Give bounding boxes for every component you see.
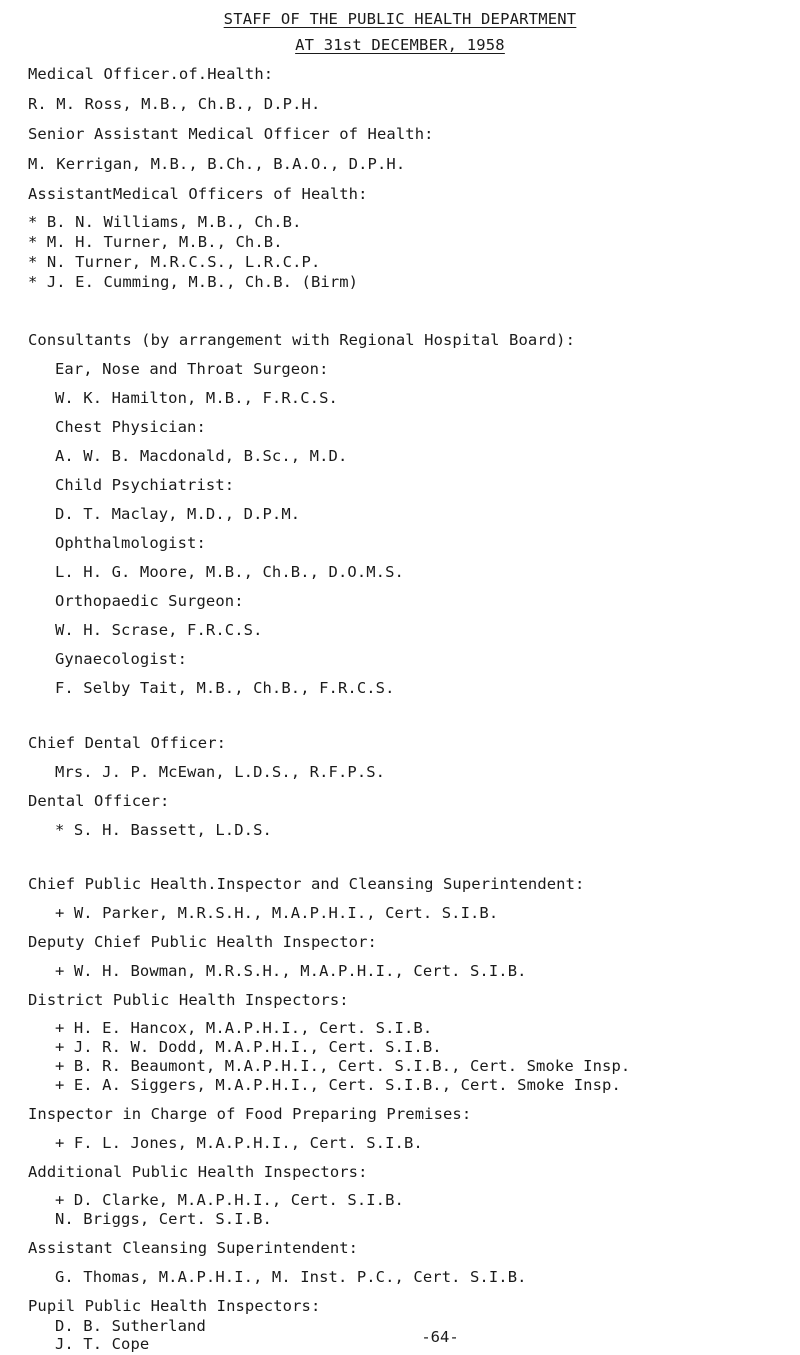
staff-entry: D. T. Maclay, M.D., D.P.M.: [55, 505, 301, 523]
section-heading: Dental Officer:: [28, 792, 170, 810]
section-heading: Inspector in Charge of Food Preparing Premises:: [28, 1105, 472, 1123]
section-heading: Deputy Chief Public Health Inspector:: [28, 933, 377, 951]
section-heading: Chief Dental Officer:: [28, 734, 227, 752]
section-heading: AssistantMedical Officers of Health:: [28, 185, 368, 203]
staff-entry: + D. Clarke, M.A.P.H.I., Cert. S.I.B.: [55, 1191, 404, 1209]
staff-entry: G. Thomas, M.A.P.H.I., M. Inst. P.C., Cert. S.I.B.: [55, 1268, 527, 1286]
page-number: -64-: [421, 1328, 459, 1346]
role-heading: Gynaecologist:: [55, 650, 188, 668]
staff-entry: A. W. B. Macdonald, B.Sc., M.D.: [55, 447, 348, 465]
role-heading: Child Psychiatrist:: [55, 476, 235, 494]
staff-entry: N. Briggs, Cert. S.I.B.: [55, 1210, 272, 1228]
staff-entry: * J. E. Cumming, M.B., Ch.B. (Birm): [28, 273, 359, 291]
page-date: AT 31st DECEMBER, 1958: [295, 36, 505, 54]
staff-entry: W. H. Scrase, F.R.C.S.: [55, 621, 263, 639]
role-heading: Ear, Nose and Throat Surgeon:: [55, 360, 329, 378]
staff-entry: * S. H. Bassett, L.D.S.: [55, 821, 272, 839]
staff-entry: W. K. Hamilton, M.B., F.R.C.S.: [55, 389, 338, 407]
staff-entry: * M. H. Turner, M.B., Ch.B.: [28, 233, 283, 251]
staff-entry: F. Selby Tait, M.B., Ch.B., F.R.C.S.: [55, 679, 395, 697]
staff-entry: L. H. G. Moore, M.B., Ch.B., D.O.M.S.: [55, 563, 404, 581]
section-heading: District Public Health Inspectors:: [28, 991, 349, 1009]
section-heading: Medical Officer.of.Health:: [28, 65, 274, 83]
page-title: STAFF OF THE PUBLIC HEALTH DEPARTMENT: [223, 10, 577, 28]
staff-entry: J. T. Cope: [55, 1335, 150, 1353]
staff-entry: + H. E. Hancox, M.A.P.H.I., Cert. S.I.B.: [55, 1019, 433, 1037]
section-heading: Assistant Cleansing Superintendent:: [28, 1239, 359, 1257]
staff-entry: R. M. Ross, M.B., Ch.B., D.P.H.: [28, 95, 321, 113]
staff-entry: + B. R. Beaumont, M.A.P.H.I., Cert. S.I.B., Cert. Smoke Insp.: [55, 1057, 631, 1075]
role-heading: Orthopaedic Surgeon:: [55, 592, 244, 610]
staff-entry: M. Kerrigan, M.B., B.Ch., B.A.O., D.P.H.: [28, 155, 406, 173]
role-heading: Chest Physician:: [55, 418, 206, 436]
staff-entry: + W. Parker, M.R.S.H., M.A.P.H.I., Cert. S.I.B.: [55, 904, 499, 922]
section-heading: Pupil Public Health Inspectors:: [28, 1297, 321, 1315]
staff-entry: + E. A. Siggers, M.A.P.H.I., Cert. S.I.B., Cert. Smoke Insp.: [55, 1076, 621, 1094]
staff-entry: * B. N. Williams, M.B., Ch.B.: [28, 213, 302, 231]
staff-entry: Mrs. J. P. McEwan, L.D.S., R.F.P.S.: [55, 763, 386, 781]
staff-entry: + W. H. Bowman, M.R.S.H., M.A.P.H.I., Cert. S.I.B.: [55, 962, 527, 980]
section-heading: Chief Public Health.Inspector and Cleansing Superintendent:: [28, 875, 585, 893]
staff-entry: + F. L. Jones, M.A.P.H.I., Cert. S.I.B.: [55, 1134, 423, 1152]
staff-entry: D. B. Sutherland: [55, 1317, 206, 1335]
section-heading: Senior Assistant Medical Officer of Health:: [28, 125, 434, 143]
section-heading: Consultants (by arrangement with Regional Hospital Board):: [28, 331, 576, 349]
role-heading: Ophthalmologist:: [55, 534, 206, 552]
staff-entry: * N. Turner, M.R.C.S., L.R.C.P.: [28, 253, 321, 271]
section-heading: Additional Public Health Inspectors:: [28, 1163, 368, 1181]
staff-entry: + J. R. W. Dodd, M.A.P.H.I., Cert. S.I.B.: [55, 1038, 442, 1056]
